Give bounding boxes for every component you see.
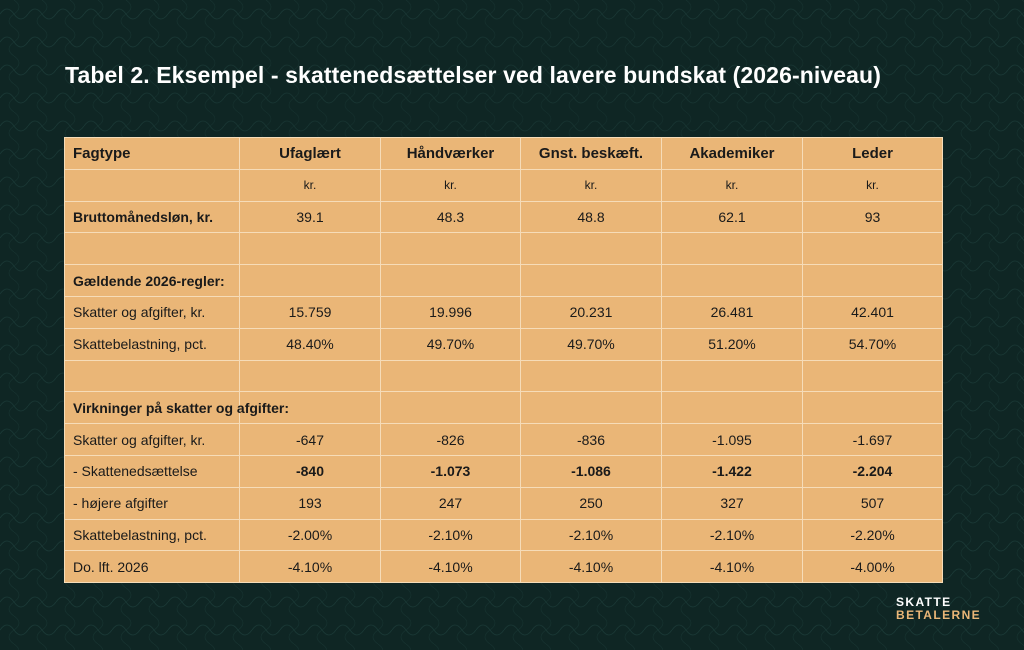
tax-table bbox=[64, 137, 943, 583]
table-row bbox=[65, 487, 943, 519]
row-label bbox=[65, 360, 240, 392]
unit-cell: kr. bbox=[381, 169, 521, 201]
page-title: Tabel 2. Eksempel - skattenedsættelser ved lavere bundskat (2026-niveau) bbox=[65, 62, 881, 88]
table-unit-row bbox=[65, 169, 943, 201]
table-cell: 327 bbox=[662, 487, 803, 519]
table-cell: -836 bbox=[521, 424, 662, 456]
table-cell: -1.697 bbox=[803, 424, 943, 456]
table-cell: 42.401 bbox=[803, 296, 943, 328]
table-cell bbox=[521, 265, 662, 297]
table-cell: 51.20% bbox=[662, 328, 803, 360]
table-row bbox=[65, 328, 943, 360]
table-cell: 26.481 bbox=[662, 296, 803, 328]
table-cell bbox=[240, 265, 381, 297]
table-cell: 93 bbox=[803, 201, 943, 233]
table-cell: 49.70% bbox=[521, 328, 662, 360]
table-cell: -4.10% bbox=[662, 551, 803, 583]
table-cell: -1.073 bbox=[381, 455, 521, 487]
row-label bbox=[65, 233, 240, 265]
table-cell bbox=[521, 360, 662, 392]
section-label: Gældende 2026-regler: bbox=[65, 265, 240, 297]
table-cell bbox=[381, 233, 521, 265]
row-label: Skatter og afgifter, kr. bbox=[65, 424, 240, 456]
table-cell: -2.20% bbox=[803, 519, 943, 551]
row-label: - højere afgifter bbox=[65, 487, 240, 519]
table-cell: -4.10% bbox=[381, 551, 521, 583]
table-cell bbox=[803, 392, 943, 424]
table-cell: -4.00% bbox=[803, 551, 943, 583]
table-cell bbox=[662, 265, 803, 297]
table-cell: -2.10% bbox=[381, 519, 521, 551]
table-cell: 49.70% bbox=[381, 328, 521, 360]
table-cell: -2.00% bbox=[240, 519, 381, 551]
table-cell bbox=[381, 392, 521, 424]
table-cell: 247 bbox=[381, 487, 521, 519]
row-label: - Skattenedsættelse bbox=[65, 455, 240, 487]
table-cell bbox=[662, 233, 803, 265]
table-cell bbox=[521, 392, 662, 424]
table-cell: -1.422 bbox=[662, 455, 803, 487]
table-cell: 19.996 bbox=[381, 296, 521, 328]
table-cell bbox=[521, 233, 662, 265]
table-cell: -4.10% bbox=[240, 551, 381, 583]
table-cell: 15.759 bbox=[240, 296, 381, 328]
table-cell: 39.1 bbox=[240, 201, 381, 233]
column-header-fagtype: Fagtype bbox=[65, 138, 240, 170]
unit-cell: kr. bbox=[240, 169, 381, 201]
table-cell bbox=[662, 392, 803, 424]
table-cell: -2.10% bbox=[521, 519, 662, 551]
table-cell: -840 bbox=[240, 455, 381, 487]
table-cell: -647 bbox=[240, 424, 381, 456]
table-cell bbox=[381, 265, 521, 297]
column-header-haandvaerker: Håndværker bbox=[381, 138, 521, 170]
table-cell bbox=[240, 360, 381, 392]
table-cell: -2.204 bbox=[803, 455, 943, 487]
unit-cell bbox=[65, 169, 240, 201]
table-cell: -2.10% bbox=[662, 519, 803, 551]
table-row-empty bbox=[65, 233, 943, 265]
table-cell: 507 bbox=[803, 487, 943, 519]
table-cell: 62.1 bbox=[662, 201, 803, 233]
table-header-row bbox=[65, 138, 943, 170]
unit-cell: kr. bbox=[662, 169, 803, 201]
column-header-ufaglaert: Ufaglært bbox=[240, 138, 381, 170]
row-label: Skattebelastning, pct. bbox=[65, 519, 240, 551]
column-header-leder: Leder bbox=[803, 138, 943, 170]
table-cell: -1.095 bbox=[662, 424, 803, 456]
column-header-akademiker: Akademiker bbox=[662, 138, 803, 170]
table-section-row bbox=[65, 265, 943, 297]
brand-logo bbox=[896, 596, 981, 622]
table-cell bbox=[381, 360, 521, 392]
table-cell: 250 bbox=[521, 487, 662, 519]
table-row-empty bbox=[65, 360, 943, 392]
row-label: Bruttomånedsløn, kr. bbox=[65, 201, 240, 233]
table-cell: -826 bbox=[381, 424, 521, 456]
table-row bbox=[65, 201, 943, 233]
logo-line-1: SKATTE bbox=[896, 595, 952, 609]
row-label: Do. lft. 2026 bbox=[65, 551, 240, 583]
logo-line-2: BETALERNE bbox=[896, 608, 982, 622]
table-cell bbox=[803, 233, 943, 265]
table-cell bbox=[803, 360, 943, 392]
table-cell: -4.10% bbox=[521, 551, 662, 583]
table-cell: 48.8 bbox=[521, 201, 662, 233]
table-row bbox=[65, 519, 943, 551]
table-cell: 193 bbox=[240, 487, 381, 519]
table-cell: -1.086 bbox=[521, 455, 662, 487]
table-cell: 20.231 bbox=[521, 296, 662, 328]
table-row bbox=[65, 551, 943, 583]
unit-cell: kr. bbox=[521, 169, 662, 201]
table-cell: 48.3 bbox=[381, 201, 521, 233]
column-header-gnst-beskaeft: Gnst. beskæft. bbox=[521, 138, 662, 170]
table-cell bbox=[803, 265, 943, 297]
table-row bbox=[65, 296, 943, 328]
row-label: Skatter og afgifter, kr. bbox=[65, 296, 240, 328]
table-cell bbox=[662, 360, 803, 392]
section-label: Virkninger på skatter og afgifter: bbox=[65, 392, 240, 424]
unit-cell: kr. bbox=[803, 169, 943, 201]
table-row bbox=[65, 424, 943, 456]
table-section-row bbox=[65, 392, 943, 424]
table-cell bbox=[240, 233, 381, 265]
table-cell: 54.70% bbox=[803, 328, 943, 360]
table-cell: 48.40% bbox=[240, 328, 381, 360]
table-row bbox=[65, 455, 943, 487]
row-label: Skattebelastning, pct. bbox=[65, 328, 240, 360]
